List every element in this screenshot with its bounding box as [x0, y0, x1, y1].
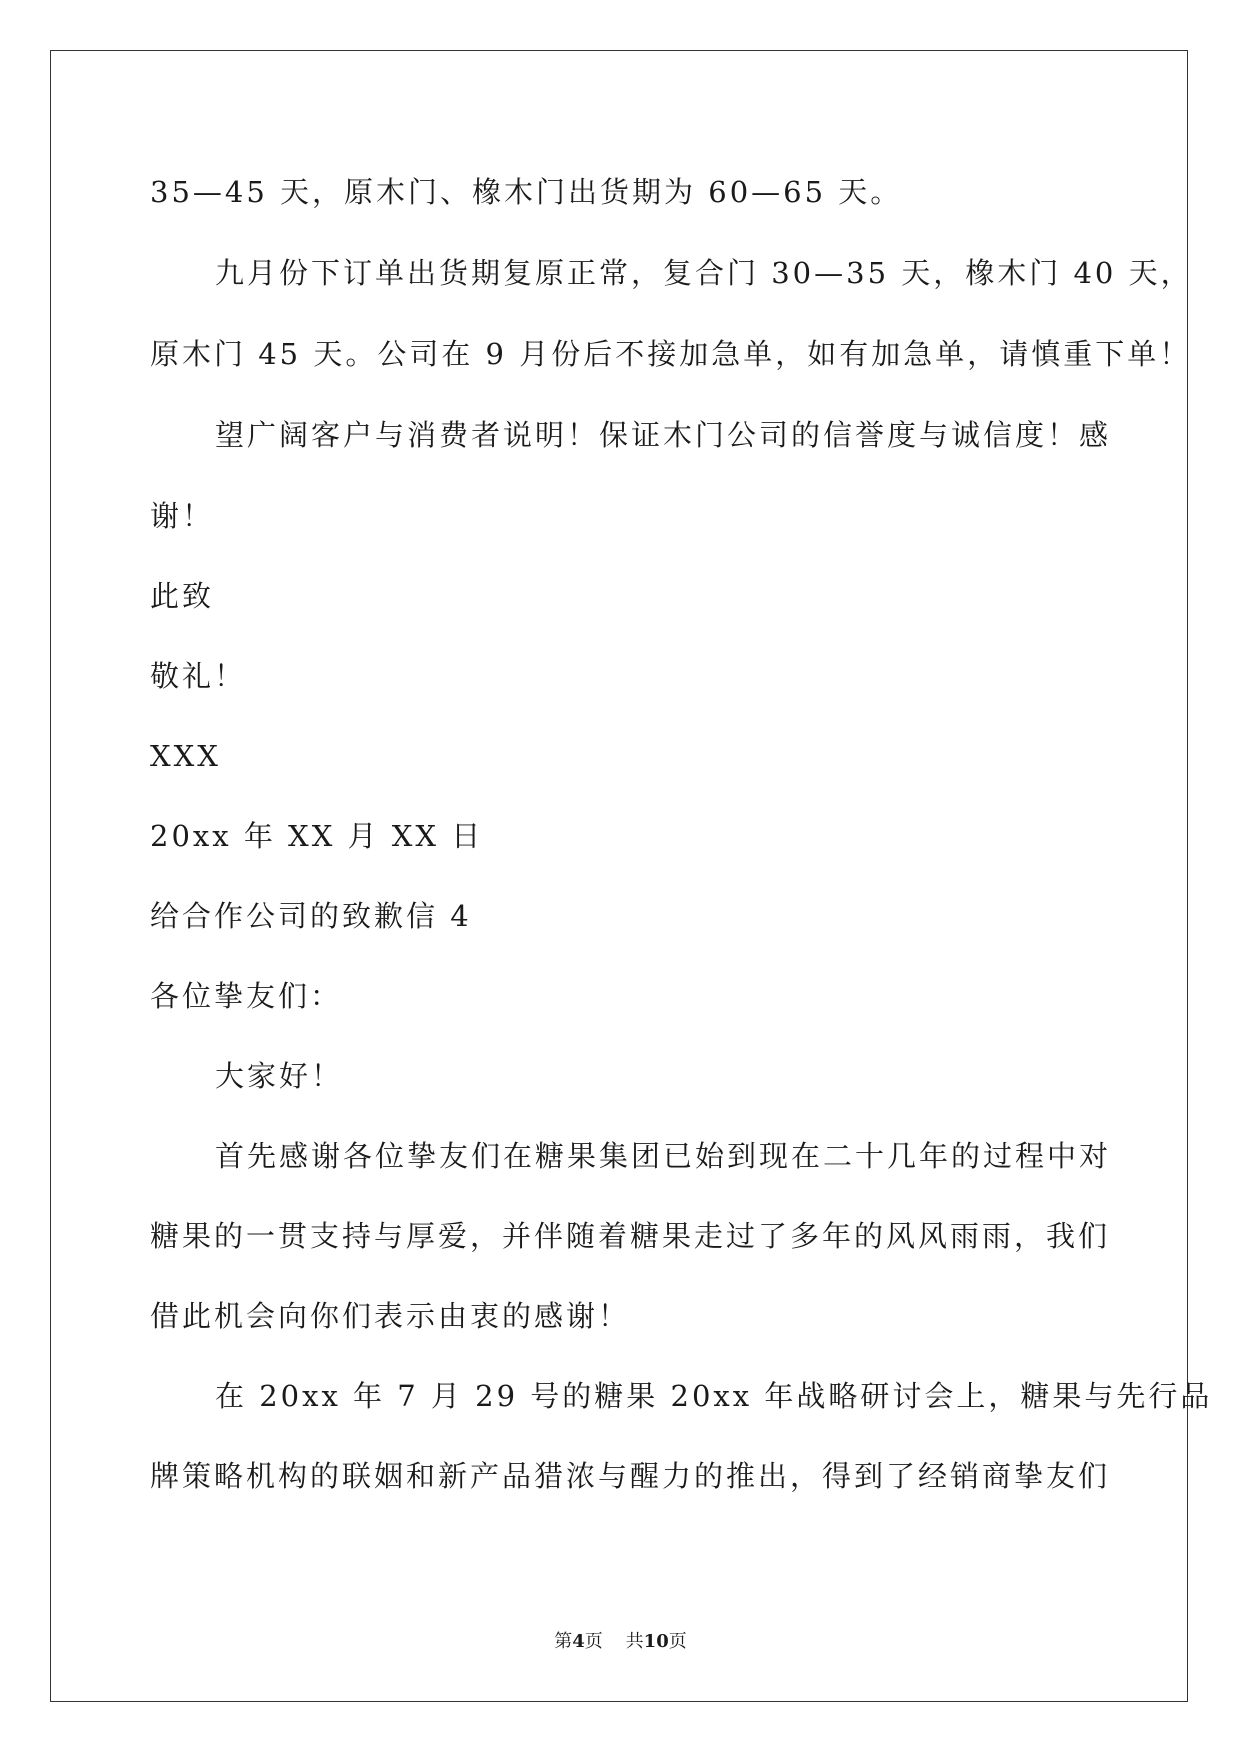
paragraph-line: 原木门 45 天。公司在 9 月份后不接加急单，如有加急单，请慎重下单！ — [150, 337, 1192, 371]
page-suffix: 页 — [584, 1631, 603, 1652]
signature-name: XXX — [150, 739, 221, 773]
paragraph-line: 谢！ — [150, 499, 215, 533]
closing-line: 此致 — [150, 579, 215, 613]
section-title: 给合作公司的致歉信 4 — [150, 899, 472, 933]
closing-line: 敬礼！ — [150, 659, 247, 693]
total-prefix: 共 — [625, 1631, 644, 1652]
greeting: 大家好！ — [215, 1059, 344, 1093]
salutation: 各位挚友们： — [150, 979, 343, 1013]
paragraph-line: 九月份下订单出货期复原正常，复合门 30—35 天，橡木门 40 天， — [215, 256, 1193, 290]
total-suffix: 页 — [668, 1631, 687, 1652]
page-number: 4 — [572, 1631, 585, 1652]
paragraph-line: 在 20xx 年 7 月 29 号的糖果 20xx 年战略研讨会上，糖果与先行品 — [215, 1379, 1213, 1413]
page-border — [50, 50, 1213, 1702]
paragraph-line: 糖果的一贯支持与厚爱，并伴随着糖果走过了多年的风风雨雨，我们 — [150, 1219, 1111, 1253]
paragraph-line: 借此机会向你们表示由衷的感谢！ — [150, 1299, 631, 1333]
page-prefix: 第 — [554, 1631, 573, 1652]
signature-date: 20xx 年 XX 月 XX 日 — [150, 819, 484, 853]
paragraph-line: 35—45 天，原木门、橡木门出货期为 60—65 天。 — [150, 175, 903, 209]
paragraph-line: 牌策略机构的联姻和新产品猎浓与醒力的推出，得到了经销商挚友们 — [150, 1459, 1111, 1493]
total-pages: 10 — [643, 1631, 669, 1652]
page-footer — [0, 1627, 1241, 1653]
paragraph-line: 首先感谢各位挚友们在糖果集团已始到现在二十几年的过程中对 — [215, 1139, 1112, 1173]
paragraph-line: 望广阔客户与消费者说明！保证木门公司的信誉度与诚信度！感 — [215, 418, 1112, 452]
